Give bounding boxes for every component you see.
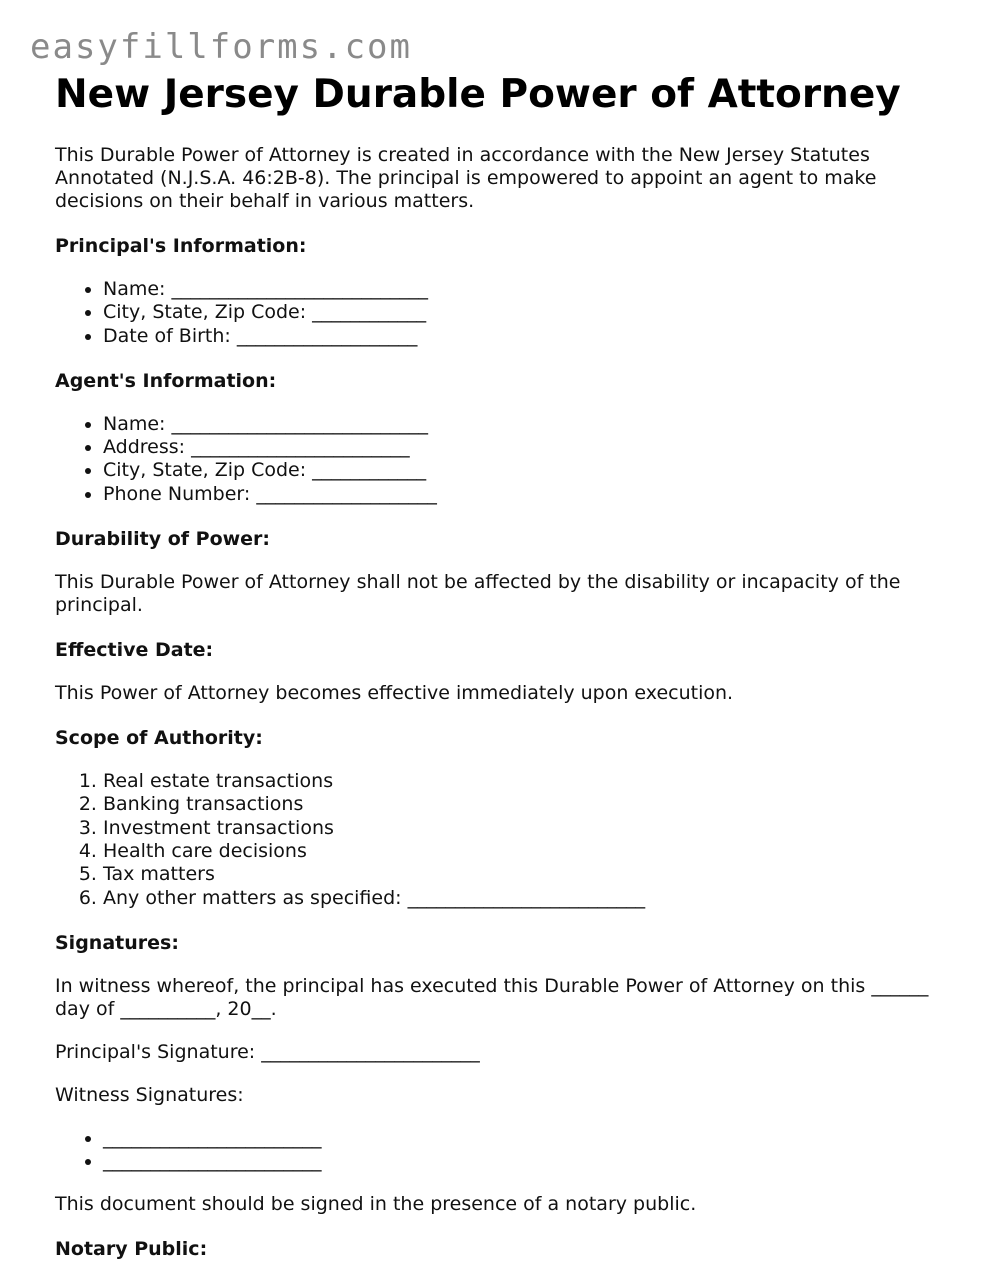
scope-list [55,770,935,910]
signatures-heading: Signatures: [55,931,179,954]
effective-date-text: This Power of Attorney becomes effective immediately upon execution. [55,682,734,705]
witness-statement: In witness whereof, the principal has executed this Durable Power of Attorney on this ______ day of __________, 20__. [55,974,929,1020]
effective-date-heading: Effective Date: [55,639,214,662]
agent-phone-number-field[interactable]: • Phone Number: ___________________ [103,483,935,506]
document-page [55,72,935,1261]
scope-item: 2. Banking transactions [103,793,935,816]
scope-item: 1. Real estate transactions [103,770,935,793]
notary-note: This document should be signed in the presence of a notary public. [55,1193,697,1216]
agent-heading: Agent's Information: [55,369,277,392]
witness-signature-list [55,1127,935,1174]
watermark: easyfillforms.com [30,27,412,67]
intro-paragraph: This Durable Power of Attorney is created in accordance with the New Jersey Statutes Annotated (N.J.S.A. 46:2B-8). The principal is empowered to appoint an agent to make decisions on their behalf in various matters. [55,144,877,212]
principal-heading: Principal's Information: [55,235,307,257]
scope-item: 4. Health care decisions [103,840,935,863]
agent-address-field[interactable]: • Address: _______________________ [103,436,935,459]
scope-item: 3. Investment transactions [103,817,935,840]
durability-text: This Durable Power of Attorney shall not be affected by the disability or incapacity of the principal. [55,571,901,617]
scope-other-matters-field[interactable]: 6. Any other matters as specified: _________________________ [103,887,935,910]
agent-fields [55,413,935,506]
principal-signature-field[interactable]: Principal's Signature: _______________________ [55,1040,480,1063]
scope-heading: Scope of Authority: [55,727,263,750]
durability-heading: Durability of Power: [55,528,271,551]
agent-name-field[interactable]: • Name: ___________________________ [103,413,935,436]
witness-signatures-label: Witness Signatures: [55,1083,244,1106]
witness-signature-line[interactable]: • _______________________ [103,1150,935,1173]
scope-item: 5. Tax matters [103,863,935,886]
principal-city-state-zip-field[interactable]: • City, State, Zip Code: ____________ [103,301,935,324]
document-title: New Jersey Durable Power of Attorney [55,72,901,117]
agent-city-state-zip-field[interactable]: • City, State, Zip Code: ____________ [103,459,935,482]
principal-date-of-birth-field[interactable]: • Date of Birth: ___________________ [103,325,935,348]
witness-signature-line[interactable]: • _______________________ [103,1127,935,1150]
principal-name-field[interactable]: • Name: ___________________________ [103,278,935,301]
principal-fields [55,278,935,348]
notary-heading: Notary Public: [55,1238,208,1261]
